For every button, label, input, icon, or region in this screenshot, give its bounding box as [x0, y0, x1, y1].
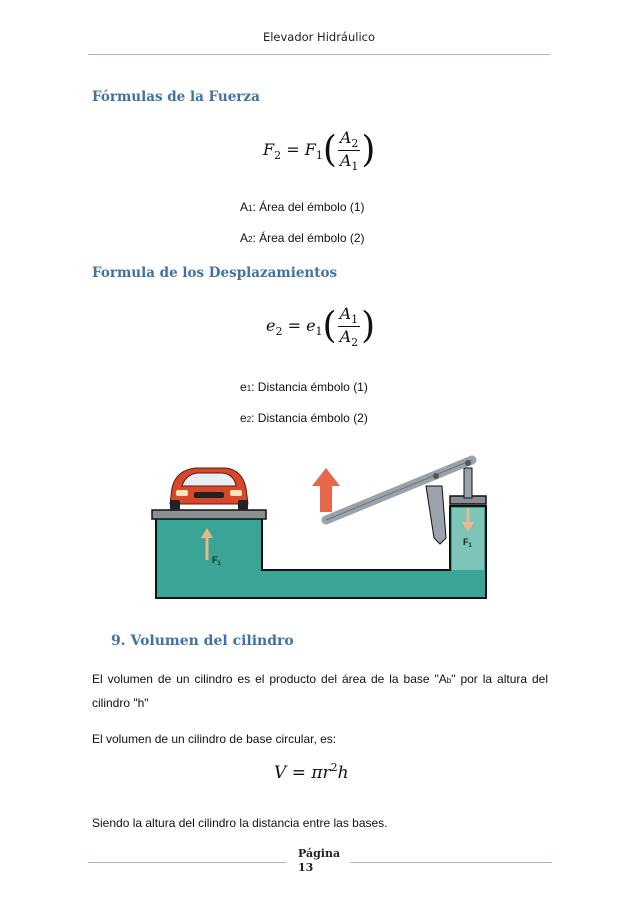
definition-e1: e1: Distancia émbolo (1): [240, 380, 368, 394]
up-arrow-icon: [312, 468, 340, 512]
force-label-right: $F_1$: [463, 537, 472, 549]
left-piston-platform: [152, 510, 266, 519]
formula-volume: $V = \pi r^2h$: [274, 761, 349, 783]
footer-rule-right: [350, 862, 552, 863]
header-rule: [88, 54, 550, 55]
volume-paragraph-3: Siendo la altura del cilindro la distancia entre las bases.: [92, 816, 388, 830]
footer-rule-left: [88, 862, 286, 863]
car-icon: [170, 468, 248, 510]
hydraulic-lift-illustration: [150, 448, 500, 608]
definition-a1: A1: Área del émbolo (1): [240, 200, 365, 214]
heading-displacement: Formula de los Desplazamientos: [92, 265, 338, 281]
page-number: 13: [298, 861, 314, 874]
force-label-left: $F_1$: [212, 555, 221, 567]
lever-support: [426, 486, 446, 544]
formula-displacement: $e_2 = e_1$( $\frac{A_1}{A_2}$ ): [266, 304, 376, 349]
volume-paragraph-1: El volumen de un cilindro es el producto del área de la base "Ab" por la altura del cilindro "h": [92, 672, 549, 710]
formula-force: $F_2 = F_1$( $\frac{A_2}{A_1}$ ): [263, 128, 376, 173]
definition-a2: A2: Área del émbolo (2): [240, 231, 365, 245]
heading-force: Fórmulas de la Fuerza: [92, 89, 260, 105]
page-number-block: [298, 847, 340, 875]
page-label: Página: [298, 847, 341, 860]
volume-paragraph-2: El volumen de un cilindro de base circular, es:: [92, 732, 337, 746]
heading-volume: 9. Volumen del cilindro: [111, 633, 294, 649]
definition-e2: e2: Distancia émbolo (2): [240, 411, 368, 425]
page-header-title: Elevador Hidráulico: [262, 30, 376, 44]
